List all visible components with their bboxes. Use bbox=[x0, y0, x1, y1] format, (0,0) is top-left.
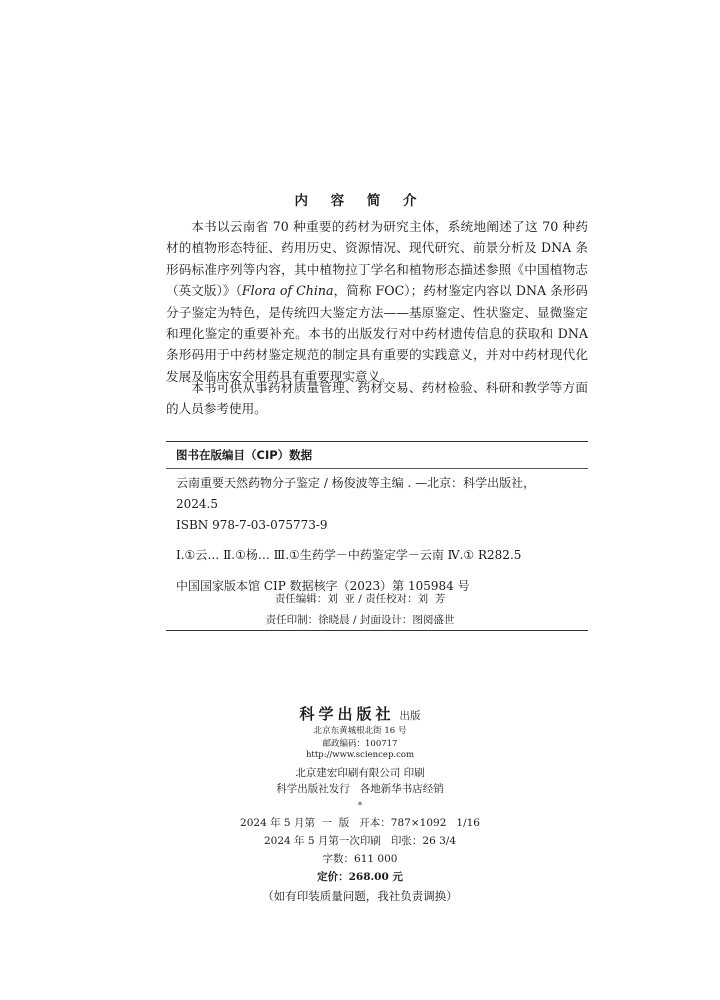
word-count: 字数：611 000 bbox=[322, 853, 398, 865]
publisher-address: 北京东黄城根北街 16 号 bbox=[313, 726, 407, 736]
summary-text-a: 本书以云南省 70 种重要的药材为研究主体，系统地阐述了这 70 种药材的植物形态特征、药用历史、资源情况、现代研究、前景分析及 DNA 条形码标准序列等内容，其中植物拉丁学名和植物形态描述参照《中国植物志（英文版）》（ bbox=[166, 219, 588, 299]
summary-paragraph-2: 本书可供从事药材质量管理、药材交易、药材检验、科研和教学等方面的人员参考使用。 bbox=[166, 380, 588, 417]
summary-heading: 内 容 简 介 bbox=[294, 193, 426, 209]
cip-line-title: 云南重要天然药物分子鉴定 / 杨俊波等主编 . —北京：科学出版社， bbox=[176, 476, 536, 490]
separator-star: * bbox=[357, 801, 363, 811]
cip-line-classification: Ⅰ.①云… Ⅱ.①杨… Ⅲ.①生药学－中药鉴定学－云南 Ⅳ.① R282.5 bbox=[176, 548, 522, 562]
summary-text-b: ，简称 FOC）；药材鉴定内容以 DNA 条形码分子鉴定为特色，是传统四大鉴定方法——基原鉴定、性状鉴定、显微鉴定和理化鉴定的重要补充。本书的出版发行对中药材遗传信息的获取和 DNA 条形码用于中药材鉴定规范的制定具有重要的实践意义，并对中药材现代化发展及临床安全用药具有重要现实意义。 bbox=[166, 283, 588, 384]
publish-word: 出版 bbox=[399, 710, 421, 722]
publisher-logo: 科学出版社 bbox=[299, 705, 395, 723]
cip-line-number: 中国国家版本馆 CIP 数据核字（2023）第 105984 号 bbox=[176, 579, 470, 593]
publisher-postcode: 邮政编码：100717 bbox=[322, 739, 398, 749]
cip-title: 图书在版编目（CIP）数据 bbox=[176, 448, 313, 462]
publisher-url: http://www.sciencep.com bbox=[305, 750, 415, 760]
credits-editors: 责任编辑：刘 亚 / 责任校对：刘 芳 bbox=[274, 593, 446, 605]
price: 定价：268.00 元 bbox=[317, 871, 403, 883]
publisher-line bbox=[0, 703, 720, 724]
printer-line: 北京建宏印刷有限公司 印刷 bbox=[295, 767, 425, 779]
flora-of-china-italic: Flora of China bbox=[241, 283, 334, 299]
edition-line: 2024 年 5 月第 一 版 开本：787×1092 1/16 bbox=[240, 817, 480, 829]
cip-bottom-rule bbox=[166, 630, 588, 631]
summary-paragraph-1 bbox=[166, 216, 588, 387]
print-line: 2024 年 5 月第一次印刷 印张：26 3/4 bbox=[263, 835, 457, 847]
distribution-line: 科学出版社发行 各地新华书店经销 bbox=[276, 783, 444, 795]
cip-line-year: 2024.5 bbox=[176, 497, 218, 511]
cip-line-isbn: ISBN 978-7-03-075773-9 bbox=[176, 518, 328, 532]
credits-print: 责任印制：徐晓晨 / 封面设计：图阅盛世 bbox=[265, 614, 455, 626]
quality-notice: （如有印装质量问题，我社负责调换） bbox=[262, 889, 458, 903]
